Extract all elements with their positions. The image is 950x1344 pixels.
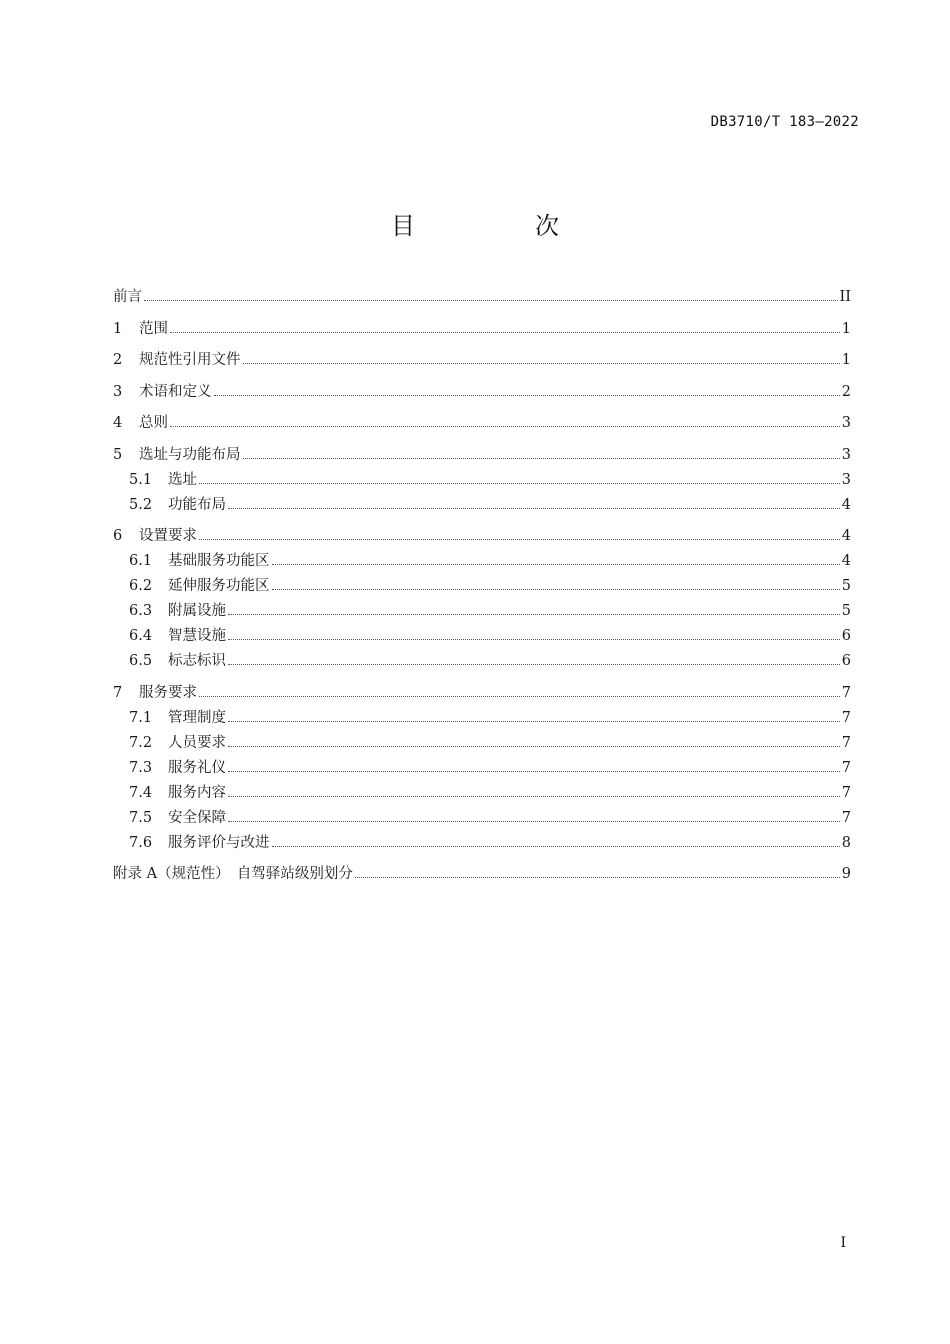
toc-entry-label: 管理制度 [168, 709, 226, 726]
document-code: DB3710/T 183—2022 [710, 114, 859, 130]
toc-entry-number: 3 [113, 383, 123, 400]
dot-leader [272, 846, 840, 847]
toc-entry[interactable] [113, 317, 851, 341]
toc-entry-page: II [839, 289, 851, 305]
toc-entry-label: 总则 [139, 415, 168, 431]
toc-entry-page: 3 [841, 415, 851, 431]
toc-entry-number: 6.3 [129, 603, 153, 619]
toc-entry-number: 1 [113, 320, 123, 337]
toc-entry-label: 基础服务功能区 [168, 553, 270, 569]
dot-leader [228, 796, 840, 797]
toc-entry-number: 5 [113, 446, 123, 463]
dot-leader [355, 877, 840, 878]
dot-leader [199, 539, 840, 540]
toc-entry-label: 选址 [168, 471, 197, 488]
toc-entry-page: 4 [841, 496, 851, 513]
toc-entry-page: 1 [841, 320, 851, 337]
dot-leader [272, 564, 840, 565]
toc-entry[interactable] [113, 285, 851, 309]
toc-entry-number: 6.2 [129, 578, 153, 594]
dot-leader [243, 363, 840, 364]
toc-entry-page: 8 [841, 834, 851, 851]
toc-entry-number: 6 [113, 528, 123, 544]
toc-entry[interactable] [113, 862, 851, 886]
dot-leader [228, 614, 840, 615]
toc-entry-number: 6.4 [129, 628, 153, 644]
toc-entry[interactable] [113, 831, 851, 855]
toc-entry-page: 1 [841, 352, 851, 368]
dot-leader [199, 696, 840, 697]
toc-entry-label: 附属设施 [168, 603, 226, 619]
toc-entry[interactable] [113, 756, 851, 780]
toc-entry-label: 规范性引用文件 [139, 352, 241, 368]
dot-leader [228, 746, 840, 747]
toc-entry-number: 7.4 [129, 784, 153, 801]
toc-entry-number: 4 [113, 415, 123, 431]
page-number: I [840, 1235, 846, 1251]
toc-entry-number: 2 [113, 352, 123, 368]
toc-entry-label: 安全保障 [168, 809, 226, 826]
toc-entry-number: 6.5 [129, 653, 153, 669]
dot-leader [170, 426, 840, 427]
toc-entry[interactable] [113, 599, 851, 623]
toc-entry[interactable] [113, 493, 851, 517]
dot-leader [228, 508, 840, 509]
toc-entry-number: 7.3 [129, 759, 153, 776]
toc-entry-page: 7 [841, 784, 851, 801]
toc-entry-page: 3 [841, 446, 851, 463]
toc-entry-number: 7.6 [129, 834, 153, 851]
toc-entry-page: 7 [841, 734, 851, 751]
dot-leader [228, 664, 840, 665]
toc-entry-page: 4 [841, 553, 851, 569]
toc-entry-number: 5.2 [129, 496, 153, 513]
toc-entry[interactable] [113, 443, 851, 467]
toc-entry-page: 7 [841, 709, 851, 726]
toc-entry-label: 附录 A（规范性） 自驾驿站级别划分 [113, 866, 353, 882]
toc-entry-label: 标志标识 [168, 653, 226, 669]
toc-entry-page: 9 [841, 866, 851, 882]
toc-entry-number: 7 [113, 684, 123, 701]
toc-entry[interactable] [113, 806, 851, 830]
toc-entry-label: 延伸服务功能区 [168, 578, 270, 594]
toc-entry[interactable] [113, 649, 851, 673]
toc-entry-label: 范围 [139, 320, 168, 337]
toc-entry[interactable] [113, 549, 851, 573]
toc-entry[interactable] [113, 411, 851, 435]
toc-entry-page: 5 [841, 578, 851, 594]
table-of-contents [113, 285, 851, 886]
toc-entry-page: 6 [841, 628, 851, 644]
toc-entry[interactable] [113, 380, 851, 404]
toc-entry[interactable] [113, 706, 851, 730]
toc-entry-label: 选址与功能布局 [139, 446, 241, 463]
toc-entry-page: 7 [841, 684, 851, 701]
toc-entry-label: 智慧设施 [168, 628, 226, 644]
toc-entry-label: 人员要求 [168, 734, 226, 751]
toc-entry[interactable] [113, 681, 851, 705]
toc-entry-page: 7 [841, 809, 851, 826]
dot-leader [214, 395, 840, 396]
toc-entry-number: 6.1 [129, 553, 153, 569]
toc-entry-label: 服务内容 [168, 784, 226, 801]
dot-leader [199, 483, 840, 484]
dot-leader [228, 721, 840, 722]
toc-entry-number: 7.1 [129, 709, 153, 726]
dot-leader [243, 458, 840, 459]
dot-leader [272, 589, 840, 590]
toc-title: 目 次 [391, 212, 607, 240]
dot-leader [228, 821, 840, 822]
dot-leader [228, 771, 840, 772]
toc-entry-page: 7 [841, 759, 851, 776]
toc-entry-page: 4 [841, 528, 851, 544]
dot-leader [144, 300, 838, 301]
toc-entry-number: 7.5 [129, 809, 153, 826]
toc-entry-page: 6 [841, 653, 851, 669]
toc-entry-label: 功能布局 [168, 496, 226, 513]
toc-entry[interactable] [113, 348, 851, 372]
toc-entry-label: 服务评价与改进 [168, 834, 270, 851]
toc-entry-page: 2 [841, 383, 851, 400]
toc-entry-label: 服务要求 [139, 684, 197, 701]
toc-entry-label: 术语和定义 [139, 383, 212, 400]
toc-entry-number: 7.2 [129, 734, 153, 751]
dot-leader [228, 639, 840, 640]
toc-entry[interactable] [113, 624, 851, 648]
toc-entry-label: 服务礼仪 [168, 759, 226, 776]
dot-leader [170, 332, 840, 333]
toc-entry-label: 设置要求 [139, 528, 197, 544]
toc-entry-page: 3 [841, 471, 851, 488]
toc-entry-number: 5.1 [129, 471, 153, 488]
toc-entry[interactable] [113, 731, 851, 755]
toc-entry[interactable] [113, 781, 851, 805]
toc-entry[interactable] [113, 468, 851, 492]
toc-entry[interactable] [113, 524, 851, 548]
toc-entry-page: 5 [841, 603, 851, 619]
toc-entry[interactable] [113, 574, 851, 598]
toc-entry-label: 前言 [113, 289, 142, 305]
